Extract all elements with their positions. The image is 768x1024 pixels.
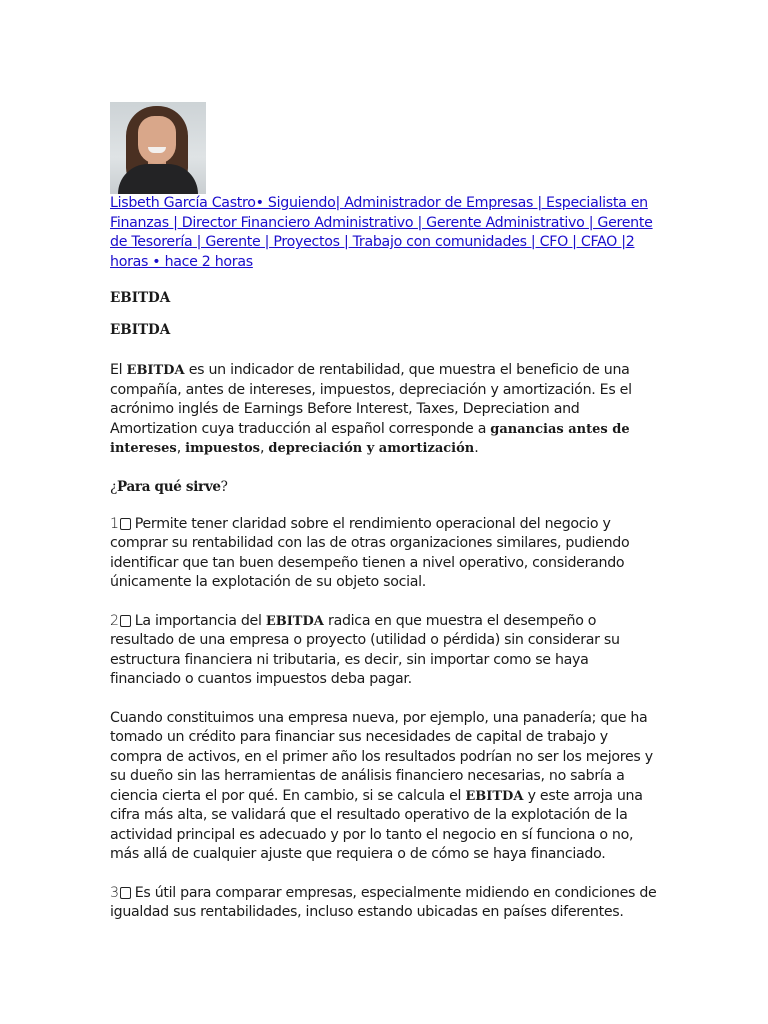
body-paragraph: Cuando constituimos una empresa nueva, por ejemplo, una panadería; que ha tomado un crédito para financiar sus necesidades de capital de trabajo y compra de activos, en el primer año los resultados podrían no ser los mejores y su dueño sin las herramientas de análisis financiero necesarias, no sabría a ciencia cierta el por qué. En cambio, si se calcula el EBITDA y este arroja una cifra más alta, se validará que el resultado operativo de la explotación de la actividad principal es adecuado y por lo tanto el negocio en sí funciona o no, más allá de cualquier ajuste que requiera o de cómo se haya financiado. bbox=[110, 709, 653, 862]
checkbox-icon bbox=[120, 615, 131, 627]
bold-term: impuestos bbox=[185, 441, 260, 456]
section-heading: ¿Para qué sirve? bbox=[110, 478, 228, 495]
document-title: EBITDA bbox=[110, 290, 171, 306]
checkbox-icon bbox=[120, 887, 131, 899]
author-link[interactable]: Lisbeth García Castro• Siguiendo| Administrador de Empresas | Especialista en Finanzas | Director Financiero Administrativo | Gerente Administrativo | Gerente de Tesorería | Gerente | Proyectos | Trabajo con comunidades | CFO | CFAO |2 horas • hace 2 horas bbox=[110, 195, 653, 270]
intro-paragraph: El EBITDA es un indicador de rentabilidad, que muestra el beneficio de una compañía, antes de intereses, impuestos, depreciación y amortización. Es el acrónimo inglés de Earnings Before Interest, Taxes, Depreciation and Amortization cuya traducción al español corresponde a ganancias antes de intereses, impuestos, depreciación y amortización. bbox=[110, 362, 632, 456]
bold-term: ganancias antes de intereses bbox=[110, 421, 630, 456]
item-number: 2 bbox=[110, 612, 119, 629]
item-number: 1 bbox=[110, 515, 119, 532]
item-number: 3 bbox=[110, 884, 119, 901]
bold-term: EBITDA bbox=[465, 788, 524, 804]
checkbox-icon bbox=[120, 518, 131, 530]
list-item: 2 La importancia del EBITDA radica en que muestra el desempeño o resultado de una empresa o proyecto (utilidad o pérdida) sin considerar su estructura financiera ni tributaria, es decir, sin importar como se haya financiado o cuantos impuestos deba pagar. bbox=[110, 612, 620, 687]
bold-term: EBITDA bbox=[265, 613, 324, 629]
avatar-face bbox=[138, 116, 176, 164]
list-item: 1 Permite tener claridad sobre el rendimiento operacional del negocio y comprar su rentabilidad con las de otras organizaciones similares, pudiendo identificar que tan buen desempeño tienen a nivel operativo, considerando únicamente la explotación de su objeto social. bbox=[110, 515, 630, 590]
bold-term: depreciación y amortización bbox=[268, 441, 475, 456]
avatar[interactable] bbox=[110, 102, 206, 194]
bold-term: EBITDA bbox=[126, 363, 185, 378]
document-subtitle: EBITDA bbox=[110, 322, 171, 338]
document-page bbox=[110, 102, 658, 923]
list-item: 3 Es útil para comparar empresas, especialmente midiendo en condiciones de igualdad sus rentabilidades, incluso estando ubicadas en países diferentes. bbox=[110, 884, 657, 920]
